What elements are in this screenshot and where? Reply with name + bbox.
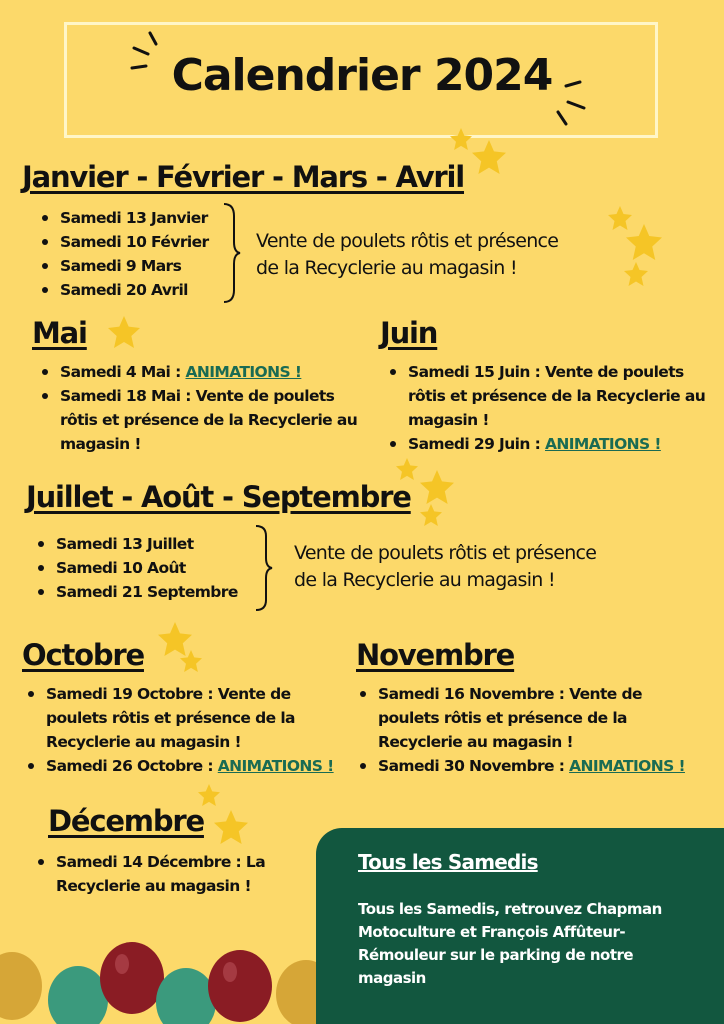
list-item: Samedi 19 Octobre : Vente de poulets rôtis et présence de la Recyclerie au magasin ! xyxy=(22,682,352,754)
list-item: Samedi 4 Mai : ANIMATIONS ! xyxy=(36,360,366,384)
list-item: Samedi 13 Juillet xyxy=(32,532,238,556)
brace-icon xyxy=(220,202,244,304)
list-item: Samedi 26 Octobre : ANIMATIONS ! xyxy=(22,754,352,778)
list-mai xyxy=(36,360,366,456)
section-title-mai: Mai xyxy=(32,316,87,350)
section-title-novembre: Novembre xyxy=(356,638,515,672)
star-icon xyxy=(108,316,140,348)
star-icon xyxy=(420,504,442,526)
section-title-juin: Juin xyxy=(380,316,438,350)
list-item: Samedi 20 Avril xyxy=(36,278,209,302)
star-icon xyxy=(472,140,506,174)
list-item: Samedi 15 Juin : Vente de poulets rôtis et présence de la Recyclerie au magasin ! xyxy=(384,360,714,432)
list-octobre xyxy=(22,682,352,778)
note-janvier-avril: Vente de poulets rôtis et présence de la Recyclerie au magasin ! xyxy=(256,230,559,279)
list-item: Samedi 16 Novembre : Vente de poulets rôtis et présence de la Recyclerie au magasin ! xyxy=(354,682,714,754)
list-item: Samedi 18 Mai : Vente de poulets rôtis et présence de la Recyclerie au magasin ! xyxy=(36,384,366,456)
tous-les-samedis-title: Tous les Samedis xyxy=(358,850,538,874)
section-title-decembre: Décembre xyxy=(48,804,204,838)
tous-les-samedis-text: Tous les Samedis, retrouvez Chapman Motoculture et François Affûteur-Rémouleur sur le parking de notre magasin xyxy=(358,900,662,987)
list-juillet-septembre xyxy=(32,532,238,604)
animations-link[interactable]: ANIMATIONS ! xyxy=(217,757,334,775)
star-icon xyxy=(214,810,248,844)
brace-icon xyxy=(252,524,276,612)
star-icon xyxy=(396,458,418,480)
section-title-janvier-avril: Janvier - Février - Mars - Avril xyxy=(22,160,465,194)
section-title-juillet-septembre: Juillet - Août - Septembre xyxy=(26,480,411,514)
tous-les-samedis-box xyxy=(316,828,724,1024)
list-item: Samedi 30 Novembre : ANIMATIONS ! xyxy=(354,754,714,778)
star-icon xyxy=(180,650,202,672)
list-novembre xyxy=(354,682,714,778)
list-item: Samedi 21 Septembre xyxy=(32,580,238,604)
star-icon xyxy=(420,470,454,504)
animations-link[interactable]: ANIMATIONS ! xyxy=(545,435,661,453)
star-icon xyxy=(198,784,220,806)
star-icon xyxy=(450,128,472,150)
list-item: Samedi 13 Janvier xyxy=(36,206,209,230)
list-decembre xyxy=(32,850,312,898)
animations-link[interactable]: ANIMATIONS ! xyxy=(569,757,685,775)
section-title-octobre: Octobre xyxy=(22,638,144,672)
animations-link[interactable]: ANIMATIONS ! xyxy=(185,363,302,381)
list-item: Samedi 9 Mars xyxy=(36,254,209,278)
list-item: Samedi 10 Février xyxy=(36,230,209,254)
list-juin xyxy=(384,360,714,456)
list-item: Samedi 10 Août xyxy=(32,556,238,580)
list-item: Samedi 29 Juin : ANIMATIONS ! xyxy=(384,432,714,456)
page-title: Calendrier 2024 xyxy=(171,50,553,101)
star-icon xyxy=(624,262,648,286)
star-icon xyxy=(626,224,662,260)
list-item: Samedi 14 Décembre : La Recyclerie au magasin ! xyxy=(32,850,312,898)
list-janvier-avril xyxy=(36,206,209,302)
balloons-decoration xyxy=(0,940,330,1024)
note-juillet-septembre: Vente de poulets rôtis et présence de la Recyclerie au magasin ! xyxy=(294,542,597,591)
